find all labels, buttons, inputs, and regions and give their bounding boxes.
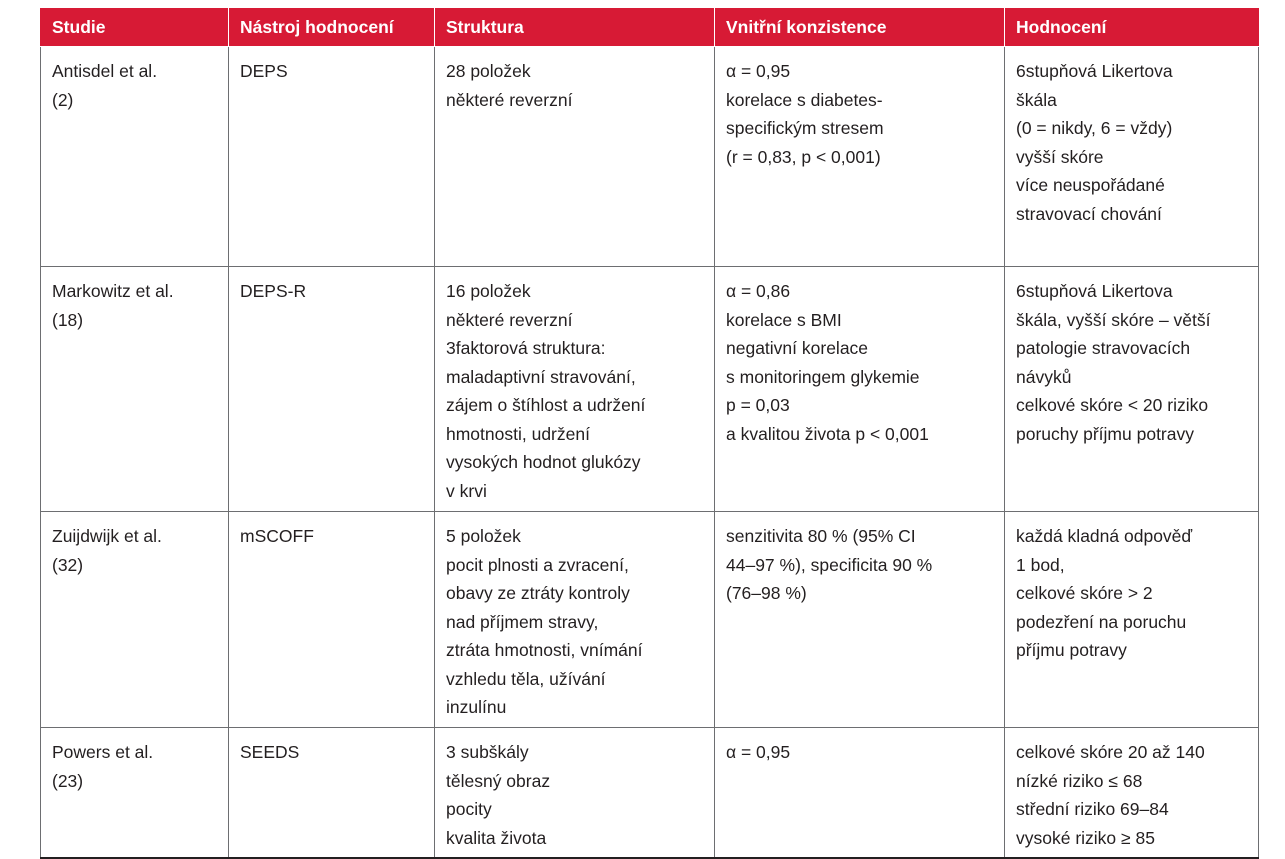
table-row [41,47,1259,267]
cell-line: hmotnosti, udržení [446,423,590,444]
cell-line: škála [1016,89,1057,110]
cell-line: škála, vyšší skóre – větší [1016,309,1211,330]
cell-line: v krvi [446,480,487,501]
cell-line: maladaptivní stravování, [446,366,636,387]
cell-nastroj [229,512,435,728]
assessment-tools-table [40,8,1259,859]
table-header [41,8,1259,47]
cell-hodnoceni [1005,47,1259,267]
cell-line: nad příjmem stravy, [446,611,599,632]
cell-line: (18) [52,309,84,330]
cell-line: 1 bod, [1016,554,1065,575]
cell-struktura [435,728,715,859]
cell-line: celkové skóre 20 až 140 [1016,742,1205,762]
cell-line: každá kladná odpověď [1016,526,1193,546]
cell-line: střední riziko 69–84 [1016,799,1169,819]
cell-line: (2) [52,89,74,110]
cell-line: (0 = nikdy, 6 = vždy) [1016,118,1173,138]
cell-line: 3 subškály [446,742,529,762]
cell-line: (76–98 %) [726,583,807,603]
cell-line: podezření na poruchu [1016,611,1187,632]
cell-studie [41,512,229,728]
cell-line: 3faktorová struktura: [446,338,606,358]
cell-line: korelace s BMI [726,309,842,330]
cell-hodnoceni [1005,728,1259,859]
cell-line: Zuijdwijk et al. [52,526,162,546]
cell-struktura [435,267,715,512]
cell-line: 16 položek [446,281,531,301]
cell-line: DEPS-R [240,281,307,301]
cell-line: senzitivita 80 % (95% CI [726,526,916,546]
cell-line: α = 0,95 [726,61,791,81]
cell-line: příjmu potravy [1016,640,1127,660]
cell-line: 44–97 %), specificita 90 % [726,554,933,575]
header-studie: Studie [41,8,229,47]
table-body [41,47,1259,859]
cell-konzistence [715,267,1005,512]
cell-hodnoceni [1005,512,1259,728]
cell-line: ztráta hmotnosti, vnímání [446,640,643,660]
cell-line: pocit plnosti a zvracení, [446,554,629,575]
cell-studie [41,267,229,512]
cell-line: korelace s diabetes- [726,89,883,110]
cell-line: a kvalitou života p < 0,001 [726,423,929,444]
cell-nastroj [229,728,435,859]
cell-hodnoceni [1005,267,1259,512]
cell-nastroj [229,267,435,512]
cell-line: tělesný obraz [446,770,551,791]
cell-nastroj [229,47,435,267]
cell-line: Antisdel et al. [52,61,158,81]
cell-line: s monitoringem glykemie [726,366,920,387]
cell-line: (23) [52,770,84,791]
cell-line: inzulínu [446,697,507,717]
cell-konzistence [715,47,1005,267]
cell-line: poruchy příjmu potravy [1016,423,1194,444]
cell-studie [41,728,229,859]
cell-line: Powers et al. [52,742,154,762]
cell-line: 6stupňová Likertova [1016,61,1173,81]
cell-line: pocity [446,799,492,819]
cell-line: nízké riziko ≤ 68 [1016,770,1143,791]
header-hodnoceni: Hodnocení [1005,8,1259,47]
header-row [41,8,1259,47]
cell-line: obavy ze ztráty kontroly [446,583,630,603]
table-row [41,512,1259,728]
cell-line: α = 0,86 [726,281,791,301]
cell-line: DEPS [240,61,288,81]
cell-line: Markowitz et al. [52,281,174,301]
cell-line: celkové skóre > 2 [1016,583,1153,603]
cell-line: některé reverzní [446,89,573,110]
cell-line: negativní korelace [726,338,869,358]
cell-line: patologie stravovacích [1016,338,1191,358]
cell-line: specifickým stresem [726,118,884,138]
cell-line: celkové skóre < 20 riziko [1016,395,1209,415]
cell-line: některé reverzní [446,309,573,330]
cell-line: zájem o štíhlost a udržení [446,395,646,415]
cell-struktura [435,512,715,728]
cell-line: kvalita života [446,827,547,848]
cell-line: p = 0,03 [726,395,790,415]
cell-konzistence [715,512,1005,728]
table-row [41,267,1259,512]
cell-line: vysokých hodnot glukózy [446,452,641,472]
table-row [41,728,1259,859]
cell-line: 28 položek [446,61,531,81]
cell-line: vyšší skóre [1016,146,1104,167]
cell-line: α = 0,95 [726,742,791,762]
cell-line: vzhledu těla, užívání [446,668,606,689]
cell-studie [41,47,229,267]
cell-struktura [435,47,715,267]
header-konzistence: Vnitřní konzistence [715,8,1005,47]
cell-line: 6stupňová Likertova [1016,281,1173,301]
cell-line: více neuspořádané [1016,175,1165,195]
cell-line: stravovací chování [1016,203,1162,224]
cell-line: (32) [52,554,84,575]
cell-line: mSCOFF [240,526,314,546]
header-struktura: Struktura [435,8,715,47]
cell-line: 5 položek [446,526,521,546]
cell-line: vysoké riziko ≥ 85 [1016,827,1155,848]
header-nastroj: Nástroj hodnocení [229,8,435,47]
cell-line: (r = 0,83, p < 0,001) [726,146,881,167]
cell-konzistence [715,728,1005,859]
cell-line: návyků [1016,366,1072,387]
cell-line: SEEDS [240,742,300,762]
